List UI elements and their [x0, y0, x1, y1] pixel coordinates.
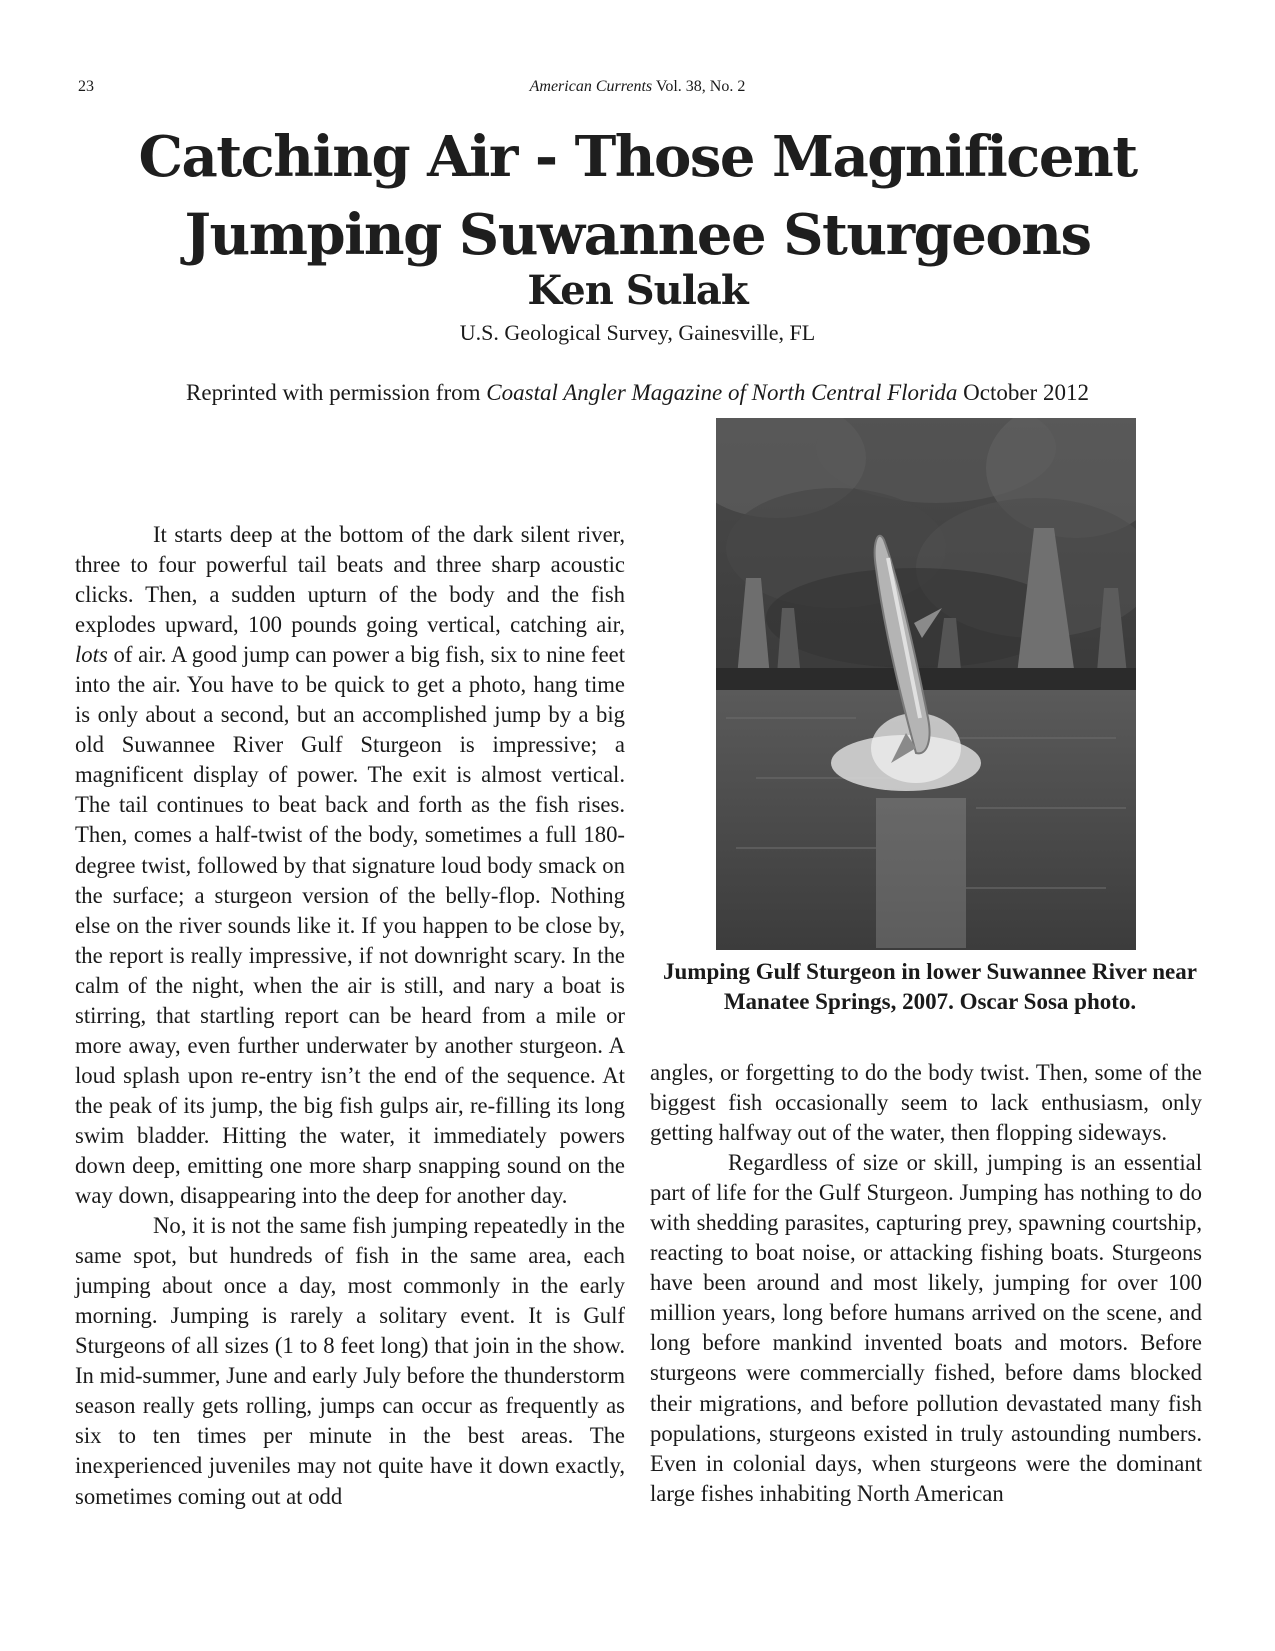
- reprint-date: October 2012: [963, 380, 1089, 405]
- reprint-notice: [0, 380, 1275, 406]
- body-column-right: [650, 1058, 1202, 1509]
- article-title: Catching Air - Those Magnificent Jumping Suwannee Sturgeons: [138, 124, 1137, 268]
- figure-caption: Jumping Gulf Sturgeon in lower Suwannee River near Manatee Springs, 2007. Oscar Sosa photo.: [663, 959, 1197, 1014]
- p1-emphasis: lots: [75, 642, 108, 668]
- page-number: 23: [78, 78, 94, 95]
- running-header: [0, 78, 1275, 96]
- sturgeon-photo-illustration: [716, 418, 1136, 950]
- p1-text-b: of air. A good jump can power a big fish, six to nine feet into the air. You have to be quick to get a photo, hang time is only about a second, but an accomplished jump by a big old Suwannee River Gulf Sturgeon is impressive; a magnificent display of power. The exit is almost vertical. The tail continues to beat back and forth as the fish rises. Then, comes a half-twist of the body, sometimes a full 180-degree twist, followed by that signature loud body smack on the surface; a sturgeon version of the belly-flop. Nothing else on the river sounds like it. If you happen to be close by, the report is really impressive, if not downright scary. In the calm of the night, when the air is still, and nary a boat is stirring, that startling report can be heard from a mile or more away, even further underwater by another sturgeon. A loud splash upon re-entry isn’t the end of the sequence. At the peak of its jump, the big fish gulps air, re-filling its long swim bladder. Hitting the water, it immediately powers down deep, emitting one more sharp snapping sound on the way down, disappearing into the deep for another day.: [75, 642, 626, 1209]
- body-column-left: [75, 520, 625, 1512]
- journal-issue: Vol. 38, No. 2: [655, 78, 746, 95]
- author-name: Ken Sulak: [527, 267, 748, 314]
- body-paragraph-2-continued: angles, or forgetting to do the body twist. Then, some of the biggest fish occasionally seem to lack enthusiasm, only getting halfway out of the water, then flopping sideways.: [650, 1060, 1202, 1146]
- body-paragraph-2: No, it is not the same fish jumping repeatedly in the same spot, but hundreds of fish in the same area, each jumping about once a day, most commonly in the early morning. Jumping is rarely a solitary event. It is Gulf Sturgeons of all sizes (1 to 8 feet long) that join in the show. In mid-summer, June and early July before the thunderstorm season really gets rolling, jumps can occur as frequently as six to ten times per minute in the best areas. The inexperienced juveniles may not quite have it down exactly, sometimes coming out at odd: [75, 1213, 625, 1509]
- reprint-prefix: Reprinted with permission from: [186, 380, 481, 405]
- journal-name: American Currents: [529, 78, 653, 95]
- author-affiliation: U.S. Geological Survey, Gainesville, FL: [459, 320, 816, 345]
- body-paragraph-1: [75, 520, 625, 1211]
- sturgeon-photo: [716, 418, 1136, 950]
- body-paragraph-3: Regardless of size or skill, jumping is an essential part of life for the Gulf Sturgeon. Jumping has nothing to do with shedding parasites, capturing prey, spawning courtship, reacting to boat noise, or attacking fishing boats. Sturgeons have been around and most likely, jumping for over 100 million years, long before humans arrived on the scene, and long before mankind invented boats and motors. Before sturgeons were commercially fished, before dams blocked their migrations, and before pollution devastated many fish populations, sturgeons existed in truly astounding numbers. Even in colonial days, when sturgeons were the dominant large fishes inhabiting North American: [650, 1150, 1202, 1506]
- reprint-source: Coastal Angler Magazine of North Central Florida: [486, 380, 958, 405]
- p1-text-a: It starts deep at the bottom of the dark silent river, three to four powerful tail beats and three sharp acoustic clicks. Then, a sudden upturn of the body and the fish explodes upward, 100 pounds going vertical, catching air,: [75, 522, 625, 638]
